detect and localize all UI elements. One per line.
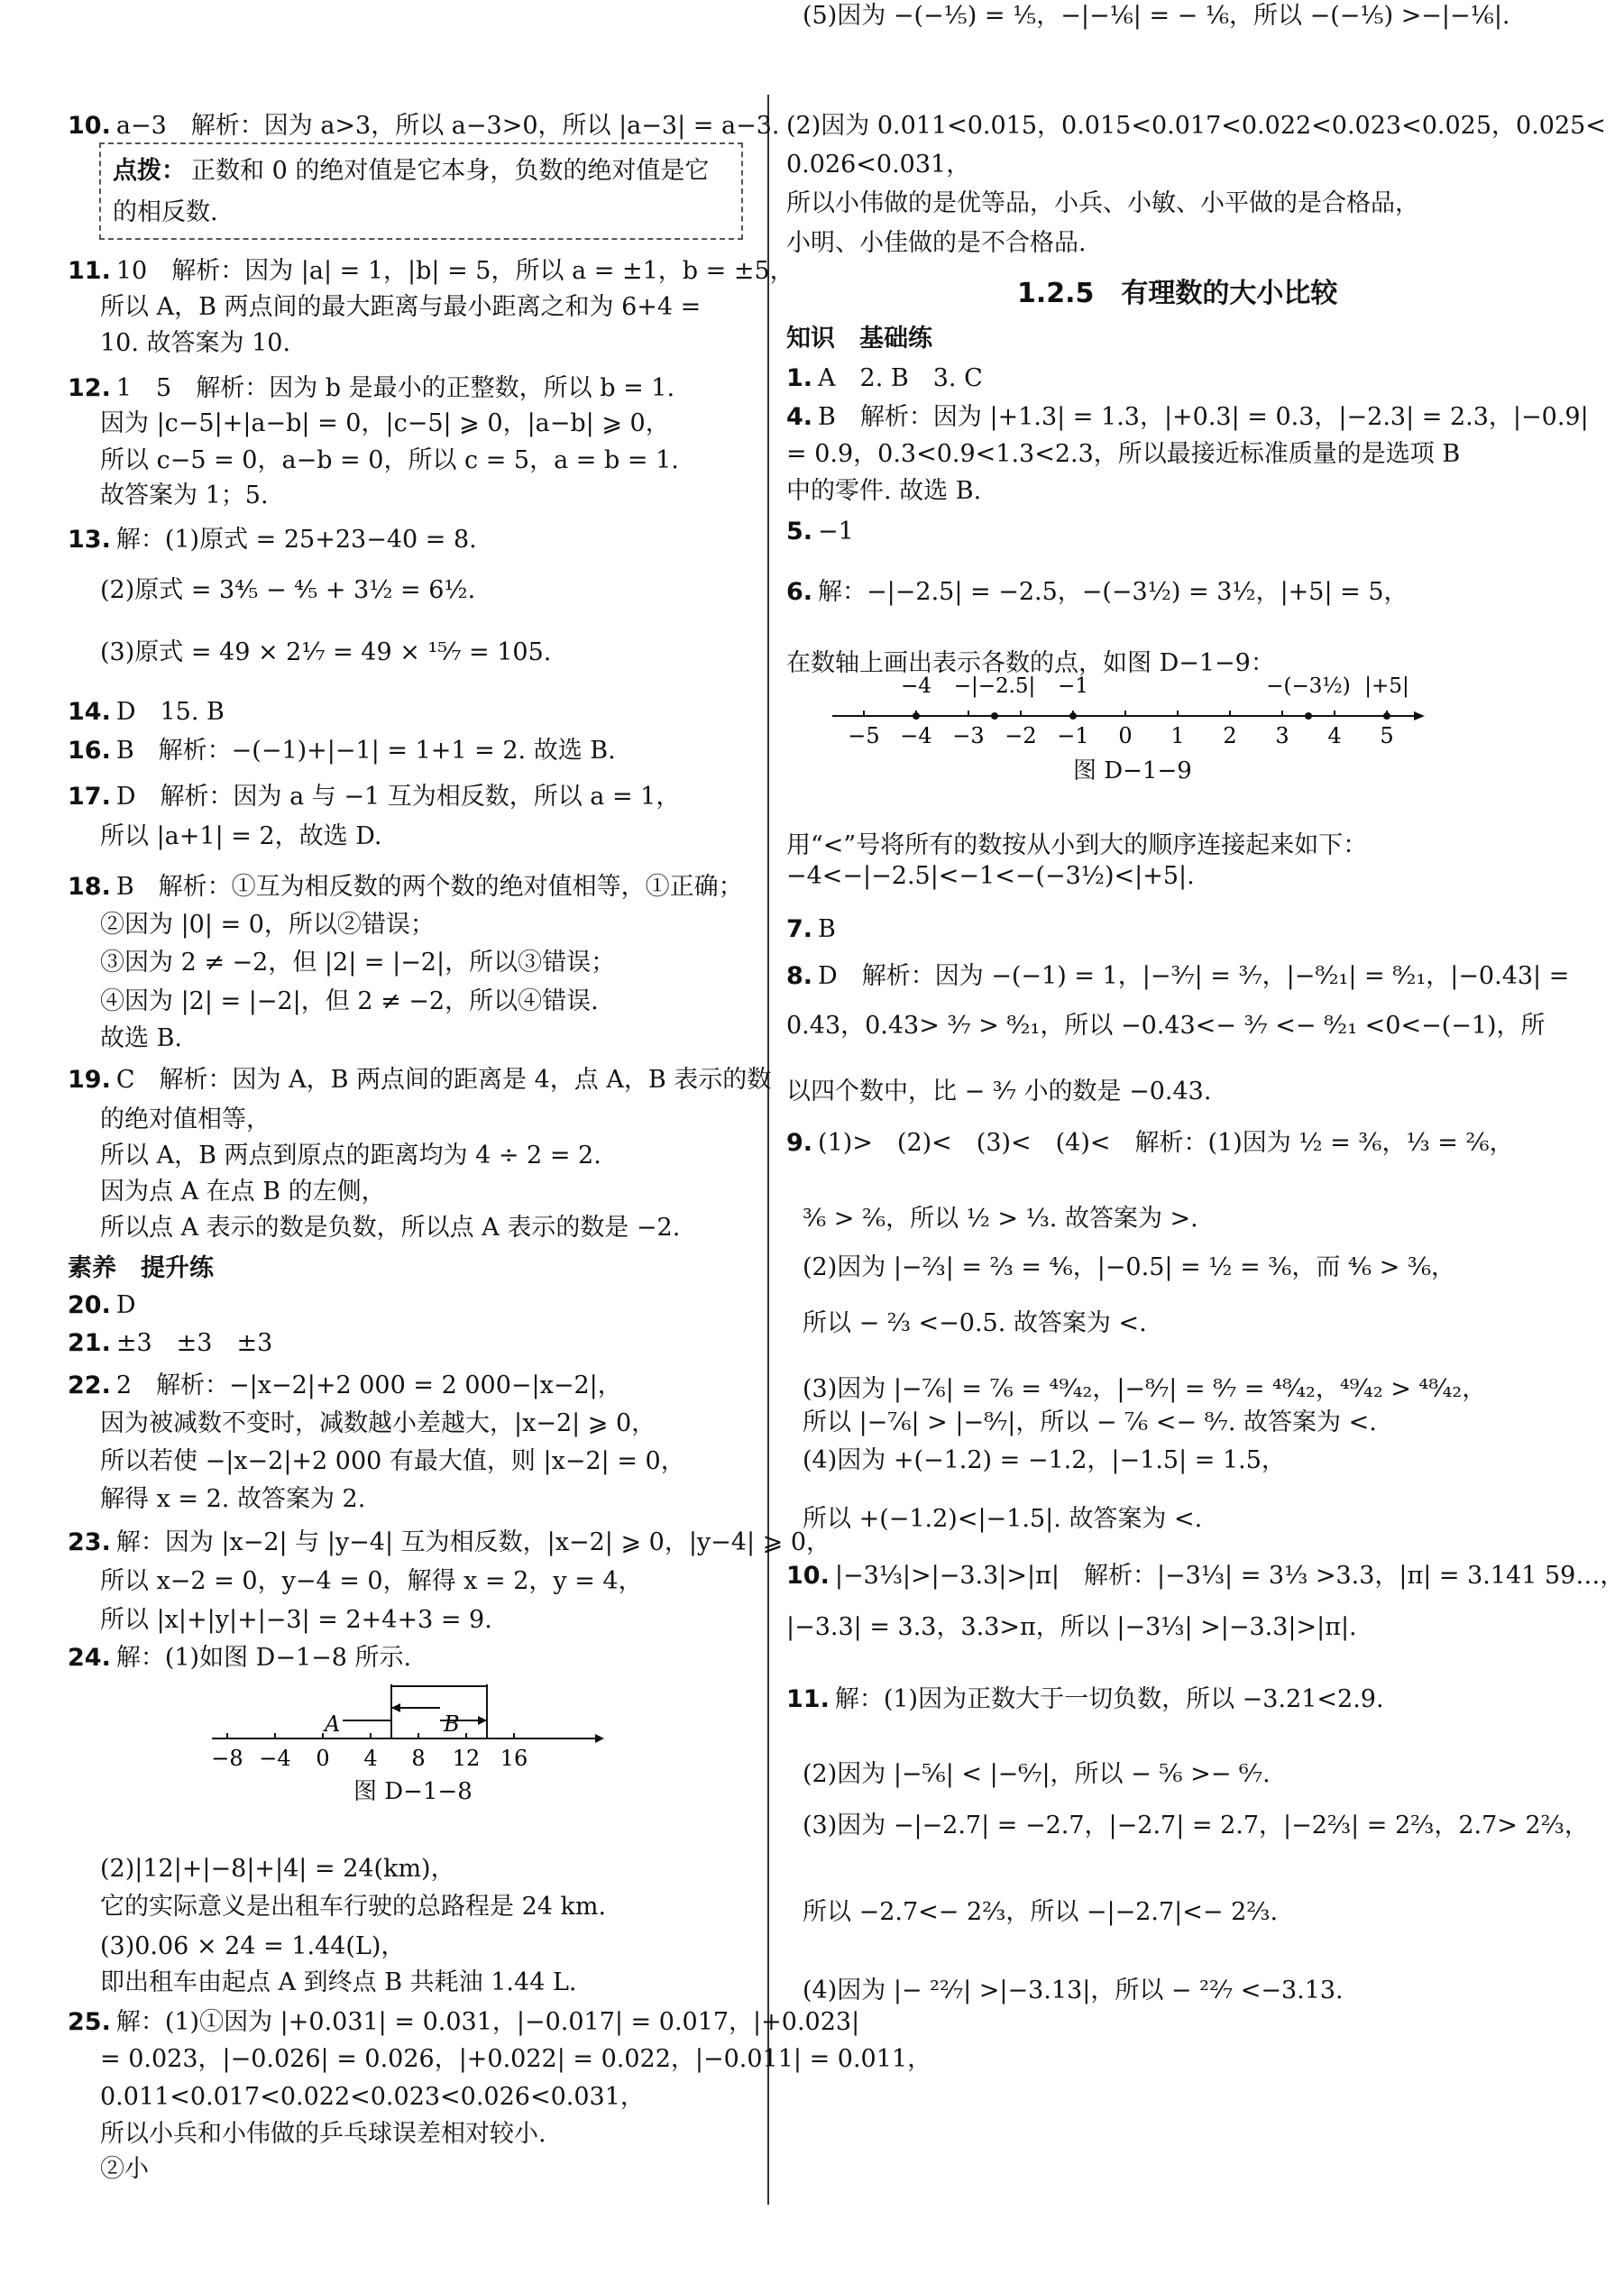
point-label: −4 [901, 674, 931, 698]
item-number: 6. [786, 578, 813, 606]
item-number: 13. [68, 526, 111, 554]
item-text: 解得 x = 2. 故答案为 2. [100, 1485, 366, 1513]
left-line-q19d [68, 1176, 386, 1208]
point-label: |+5| [1364, 674, 1409, 698]
right-line-r5 [786, 362, 983, 395]
item-text: 1 5 解析：因为 b 是最小的正整数，所以 b = 1. [115, 374, 675, 402]
right-line-r29 [786, 1758, 1271, 1791]
tick-label: 4 [1327, 723, 1342, 748]
left-line-q17b [68, 821, 382, 853]
right-line-r8 [786, 475, 981, 508]
item-text: D 解析：因为 −(−1) = 1，|−³⁄₇| = ³⁄₇，|−⁸⁄₂₁| = ⁸⁄₂₁，|−0.43| = [818, 962, 1570, 990]
item-text: 解：因为 |x−2| 与 |y−4| 互为相反数，|x−2| ⩾ 0，|y−4| ⩾ 0， [115, 1528, 831, 1556]
item-text: ④因为 |2| = |−2|，但 2 ≠ −2，所以④错误. [100, 987, 599, 1015]
item-text: D [115, 1291, 136, 1319]
right-line-r13 [786, 860, 1195, 893]
item-text: (3)原式 = 49 × 2¹⁄₇ = 49 × ¹⁵⁄₇ = 105. [100, 638, 552, 666]
tick-label: 4 [363, 1746, 378, 1771]
right-line-r3 [786, 188, 1419, 220]
figure-caption-d-1-8: 图 D−1−8 [353, 1778, 473, 1805]
item-number: 18. [68, 873, 111, 901]
right-line-r20 [786, 1252, 1455, 1284]
item-number: 20. [68, 1291, 111, 1319]
right-line-r18 [786, 1127, 1514, 1160]
tick-label: −5 [848, 723, 880, 748]
item-number: 21. [68, 1329, 111, 1357]
item-text: B 解析：−(−1)+|−1| = 1+1 = 2. 故选 B. [115, 737, 616, 765]
left-line-q12b [68, 408, 670, 440]
item-number: 19. [68, 1066, 111, 1094]
right-line-r7 [786, 438, 1460, 471]
left-line-q14 [68, 696, 225, 729]
left-line-q18e [68, 1023, 182, 1055]
right-line-r28 [786, 1683, 1384, 1716]
item-text: |−3⅓|>|−3.3|>|π| 解析：|−3⅓| = 3⅓ >3.3，|π| = 3.141 59…， [834, 1562, 1624, 1590]
item-text: −4<−|−2.5|<−1<−(−3½)<|+5|. [786, 862, 1195, 890]
item-text: 0.43，0.43> ³⁄₇ > ⁸⁄₂₁，所以 −0.43<− ³⁄₇ <− ⁸⁄₂₁ <0<−(−1)，所 [786, 1012, 1546, 1040]
item-text: 所以 −2.7<− 2⅔，所以 −|−2.7|<− 2⅔. [803, 1898, 1279, 1926]
tick-label: 16 [500, 1746, 528, 1771]
item-number: 1. [786, 364, 813, 392]
item-number: 17. [68, 783, 111, 811]
item-text: 故选 B. [100, 1024, 183, 1052]
point-dot [991, 712, 998, 720]
item-number: 5. [786, 518, 813, 546]
tick-label: 2 [1223, 723, 1237, 748]
left-line-tip2 [68, 197, 218, 229]
item-text: −1 [818, 518, 854, 546]
item-text: 所以 A，B 两点间的最大距离与最小距离之和为 6+4 = [100, 293, 702, 321]
left-line-q23c [68, 1604, 492, 1637]
item-text: A 2. B 3. C [818, 364, 983, 392]
right-line-r19 [786, 1203, 1198, 1235]
item-text: 所以 |a+1| = 2，故选 D. [100, 822, 382, 850]
tick-label: −4 [900, 723, 932, 748]
item-text: = 0.023，|−0.026| = 0.026，|+0.022| = 0.022，|−0.011| = 0.011， [100, 2045, 932, 2073]
item-number: 10. [68, 112, 111, 140]
item-number: 16. [68, 737, 111, 765]
item-number: 22. [68, 1371, 111, 1399]
left-line-q22c [68, 1445, 685, 1478]
left-line-q22b [68, 1408, 656, 1440]
item-text: 正数和 0 的绝对值是它本身，负数的绝对值是它 [191, 157, 710, 185]
item-text: 因为 |c−5|+|a−b| = 0，|c−5| ⩾ 0，|a−b| ⩾ 0， [100, 409, 670, 437]
item-text: (2)原式 = 3⁴⁄₅ − ⁴⁄₅ + 3½ = 6½. [100, 576, 476, 604]
item-text: 0.026<0.031， [786, 151, 971, 179]
item-number: 素养 提升练 [68, 1254, 214, 1282]
item-text: (1)> (2)< (3)< (4)< 解析：(1)因为 ½ = ³⁄₆，⅓ = ²⁄₆， [818, 1129, 1514, 1157]
item-text: (4)因为 +(−1.2) = −1.2，|−1.5| = 1.5， [803, 1446, 1286, 1474]
tick-label: 3 [1275, 723, 1289, 748]
item-text: 解：(1)如图 D−1−8 所示. [115, 1644, 412, 1672]
point-b-label: B [444, 1711, 460, 1737]
axis-arrow [1414, 711, 1425, 720]
item-text: (2)因为 0.011<0.015，0.015<0.017<0.022<0.023<0.025，0.025< [786, 112, 1606, 140]
left-line-q12c [68, 445, 679, 477]
left-line-q18d [68, 986, 599, 1018]
number-line-figure-d-1-9 [828, 664, 1432, 754]
right-line-r9 [786, 516, 854, 548]
tick-label: 5 [1380, 723, 1394, 748]
item-text: 所以小伟做的是优等品，小兵、小敏、小平做的是合格品， [786, 189, 1419, 217]
left-line-q25a [68, 2006, 859, 2039]
left-line-q24e [68, 1967, 576, 1999]
item-text: (2)|12|+|−8|+|4| = 24(km)， [100, 1855, 455, 1883]
item-text: (4)因为 |− ²²⁄₇| >|−3.13|，所以 − ²²⁄₇ <−3.13. [803, 1977, 1344, 2004]
arrow-left [391, 1703, 400, 1712]
left-line-q25c [68, 2081, 645, 2114]
item-text: 因为被减数不变时，减数越小差越大，|x−2| ⩾ 0， [100, 1409, 656, 1437]
item-text: 它的实际意义是出租车行驶的总路程是 24 km. [100, 1893, 607, 1921]
left-line-sec2 [68, 1252, 214, 1285]
item-number: 24. [68, 1644, 111, 1672]
right-line-r4 [786, 227, 1087, 260]
item-text: (3)因为 |−⁷⁄₆| = ⁷⁄₆ = ⁴⁹⁄₄₂，|−⁸⁄₇| = ⁸⁄₇ = ⁴⁸⁄₄₂，⁴⁹⁄₄₂ > ⁴⁸⁄₄₂， [803, 1375, 1487, 1403]
item-text: (5)因为 −(−⅕) = ⅕，−|−⅙| = − ⅙，所以 −(−⅕) >−|−⅙|. [803, 2, 1510, 30]
point-label: −|−2.5| [953, 674, 1036, 698]
item-text: (3)0.06 × 24 = 1.44(L)， [100, 1932, 406, 1960]
left-line-q11a [68, 255, 794, 288]
item-text: 所以点 A 表示的数是负数，所以点 A 表示的数是 −2. [100, 1214, 681, 1242]
point-dot [1069, 712, 1077, 720]
item-number: 23. [68, 1528, 111, 1556]
item-text: 10 解析：因为 |a| = 1，|b| = 5，所以 a = ±1，b = ±5， [115, 257, 794, 285]
item-text: 的绝对值相等， [100, 1105, 271, 1133]
left-line-q23b [68, 1565, 643, 1598]
item-text: 解：(1)①因为 |+0.031| = 0.031，|−0.017| = 0.017，|+0.023| [115, 2008, 860, 2036]
point-label: −1 [1058, 674, 1088, 698]
left-line-q24d [68, 1931, 405, 1963]
item-text: 因为点 A 在点 B 的左侧， [100, 1178, 386, 1206]
item-text: 所以若使 −|x−2|+2 000 有最大值，则 |x−2| = 0， [100, 1447, 685, 1475]
item-text: |−3.3| = 3.3，3.3>π，所以 |−3⅓| >|−3.3|>|π|. [786, 1613, 1357, 1641]
right-line-r12 [786, 830, 1367, 862]
item-text: 所以 +(−1.2)<|−1.5|. 故答案为 <. [803, 1505, 1203, 1533]
left-line-q18b [68, 909, 435, 941]
item-text: ³⁄₆ > ²⁄₆，所以 ½ > ⅓. 故答案为 >. [803, 1205, 1198, 1233]
item-text: 所以 A，B 两点到原点的距离均为 4 ÷ 2 = 2. [100, 1142, 601, 1170]
right-line-r2 [786, 149, 970, 181]
item-text: 小明、小佳做的是不合格品. [786, 229, 1087, 257]
left-line-q25b [68, 2043, 931, 2076]
item-number: 知识 基础练 [786, 325, 932, 353]
item-text: (2)因为 |−⁵⁄₆| < |−⁶⁄₇|，所以 − ⁵⁄₆ >− ⁶⁄₇. [803, 1760, 1271, 1788]
right-line-r33 [786, 0, 1510, 32]
left-line-q19a [68, 1064, 771, 1096]
left-line-q21 [68, 1327, 272, 1360]
item-number: 9. [786, 1129, 813, 1157]
section-title: 1.2.5 有理数的大小比较 [1017, 278, 1338, 309]
item-text: ±3 ±3 ±3 [115, 1329, 273, 1357]
item-text: 10. 故答案为 10. [100, 329, 291, 357]
right-line-r14 [786, 913, 836, 946]
item-text: 故答案为 1；5. [100, 482, 269, 509]
right-line-r10 [786, 576, 1408, 609]
item-text: D 解析：因为 a 与 −1 互为相反数，所以 a = 1， [115, 783, 681, 811]
item-text: 即出租车由起点 A 到终点 B 共耗油 1.44 L. [100, 1968, 577, 1996]
item-text: ②因为 |0| = 0，所以②错误； [100, 911, 435, 939]
tick-label: 0 [316, 1746, 330, 1771]
left-line-q25d [68, 2118, 546, 2151]
left-line-q22a [68, 1370, 622, 1402]
tick-label: 8 [411, 1746, 426, 1771]
tick-label: 0 [1118, 723, 1133, 748]
item-text: (3)因为 −|−2.7| = −2.7，|−2.7| = 2.7，|−2⅔| = 2⅔，2.7> 2⅔， [803, 1812, 1589, 1839]
axis-arrow [595, 1734, 604, 1743]
item-text: 0.011<0.017<0.022<0.023<0.026<0.031， [100, 2083, 645, 2111]
figure-caption-d-1-9: 图 D−1−9 [1073, 757, 1192, 784]
right-line-r32 [786, 1975, 1344, 2007]
right-line-r6 [786, 401, 1589, 434]
left-line-q23a [68, 1527, 830, 1559]
item-text: (2)因为 |−⅔| = ⅔ = ⁴⁄₆，|−0.5| = ½ = ³⁄₆，而 ⁴⁄₆ > ³⁄₆， [803, 1253, 1456, 1281]
item-text: 所以 x−2 = 0，y−4 = 0，解得 x = 2，y = 4， [100, 1567, 643, 1595]
item-text: 解：(1)原式 = 25+23−40 = 8. [115, 526, 477, 554]
tick-label: −3 [952, 723, 985, 748]
item-text: a−3 解析：因为 a>3，所以 a−3>0，所以 |a−3| = a−3. [115, 112, 780, 140]
left-line-q11b [68, 291, 701, 324]
tick-label: 1 [1170, 723, 1185, 748]
item-text: ②小 [100, 2155, 149, 2183]
item-number: 点拨： [113, 157, 186, 185]
left-line-tip1 [68, 155, 709, 188]
item-text: C 解析：因为 A，B 两点间的距离是 4，点 A，B 表示的数 [115, 1066, 772, 1094]
right-line-r26 [786, 1560, 1624, 1592]
left-line-q22d [68, 1483, 365, 1516]
item-text: 所以 |x|+|y|+|−3| = 2+4+3 = 9. [100, 1606, 492, 1634]
item-text: B 解析：因为 |+1.3| = 1.3，|+0.3| = 0.3，|−2.3| = 2.3，|−0.9| [818, 403, 1589, 431]
item-text: 以四个数中，比 − ³⁄₇ 小的数是 −0.43. [786, 1078, 1212, 1105]
tick-label: −2 [1005, 723, 1037, 748]
left-line-q12d [68, 480, 269, 512]
tick-label: −1 [1057, 723, 1089, 748]
item-text: B 解析：①互为相反数的两个数的绝对值相等，①正确； [115, 873, 743, 901]
item-text: 解：(1)因为正数大于一切负数，所以 −3.21<2.9. [834, 1685, 1384, 1713]
left-line-q12a [68, 372, 674, 405]
right-line-r21 [786, 1307, 1147, 1340]
item-text: 所以 c−5 = 0，a−b = 0，所以 c = 5，a = b = 1. [100, 446, 679, 474]
left-line-q18c [68, 947, 615, 979]
left-line-q13a [68, 524, 477, 556]
right-line-r1 [786, 110, 1606, 142]
point-label: −(−3½) [1266, 674, 1351, 698]
item-text: ③因为 2 ≠ −2，但 |2| = |−2|，所以③错误； [100, 949, 616, 977]
item-number: 7. [786, 915, 813, 943]
item-number: 10. [786, 1562, 830, 1590]
point-dot [1305, 712, 1312, 720]
right-line-r23 [786, 1407, 1377, 1439]
item-text: 所以 |−⁷⁄₆| > |−⁸⁄₇|，所以 − ⁷⁄₆ <− ⁸⁄₇. 故答案为 <. [803, 1408, 1377, 1436]
right-line-r25 [786, 1503, 1202, 1536]
right-line-r27 [786, 1611, 1357, 1644]
right-line-r16 [786, 1010, 1546, 1042]
left-line-q25e [68, 2153, 149, 2186]
left-line-q24b [68, 1853, 455, 1885]
item-text: 2 解析：−|x−2|+2 000 = 2 000−|x−2|， [115, 1371, 622, 1399]
left-line-q19b [68, 1104, 271, 1136]
left-line-q19e [68, 1212, 680, 1244]
item-text: D 15. B [115, 698, 225, 726]
item-number: 8. [786, 962, 813, 990]
arrow-right [478, 1716, 487, 1725]
item-text: 所以 − ⅔ <−0.5. 故答案为 <. [803, 1309, 1147, 1337]
tick-label: 12 [452, 1746, 481, 1771]
point-dot [913, 712, 920, 720]
right-line-r24 [786, 1445, 1286, 1477]
point-dot [1383, 712, 1390, 720]
point-a-label: A [325, 1711, 341, 1737]
item-number: 11. [68, 257, 111, 285]
tick-label: −4 [259, 1746, 291, 1771]
item-text: = 0.9，0.3<0.9<1.3<2.3，所以最接近标准质量的是选项 B [786, 440, 1461, 468]
item-number: 25. [68, 2008, 111, 2036]
left-line-q13b [68, 574, 475, 607]
left-line-q24a [68, 1642, 411, 1674]
item-text: 用“<”号将所有的数按从小到大的顺序连接起来如下： [786, 831, 1368, 859]
left-line-q18a [68, 871, 743, 904]
right-line-r17 [786, 1076, 1211, 1108]
tick-label: −8 [211, 1746, 243, 1771]
left-line-q10 [68, 110, 779, 142]
left-line-q17a [68, 781, 680, 813]
item-text: 解：−|−2.5| = −2.5，−(−3½) = 3½，|+5| = 5， [818, 578, 1408, 606]
item-number: 11. [786, 1685, 830, 1713]
item-number: 14. [68, 698, 111, 726]
column-divider [767, 95, 769, 2205]
left-line-q16 [68, 735, 616, 767]
right-line-r15 [786, 960, 1569, 993]
item-text: 在数轴上画出表示各数的点，如图 D−1−9： [786, 649, 1275, 677]
right-line-h1 [786, 323, 932, 355]
item-text: 的相反数. [113, 198, 218, 226]
item-number: 4. [786, 403, 813, 431]
right-line-r30 [786, 1810, 1589, 1842]
left-line-q20 [68, 1289, 136, 1322]
left-line-q13c [68, 637, 551, 669]
left-line-q24c [68, 1891, 606, 1923]
right-line-r22 [786, 1373, 1486, 1406]
left-line-q19c [68, 1140, 601, 1172]
right-line-r31 [786, 1896, 1278, 1929]
item-number: 12. [68, 374, 111, 402]
left-line-q11c [68, 327, 290, 360]
item-text: 中的零件. 故选 B. [786, 477, 982, 505]
item-text: 所以小兵和小伟做的乒乓球误差相对较小. [100, 2120, 546, 2148]
item-text: B [818, 915, 836, 943]
